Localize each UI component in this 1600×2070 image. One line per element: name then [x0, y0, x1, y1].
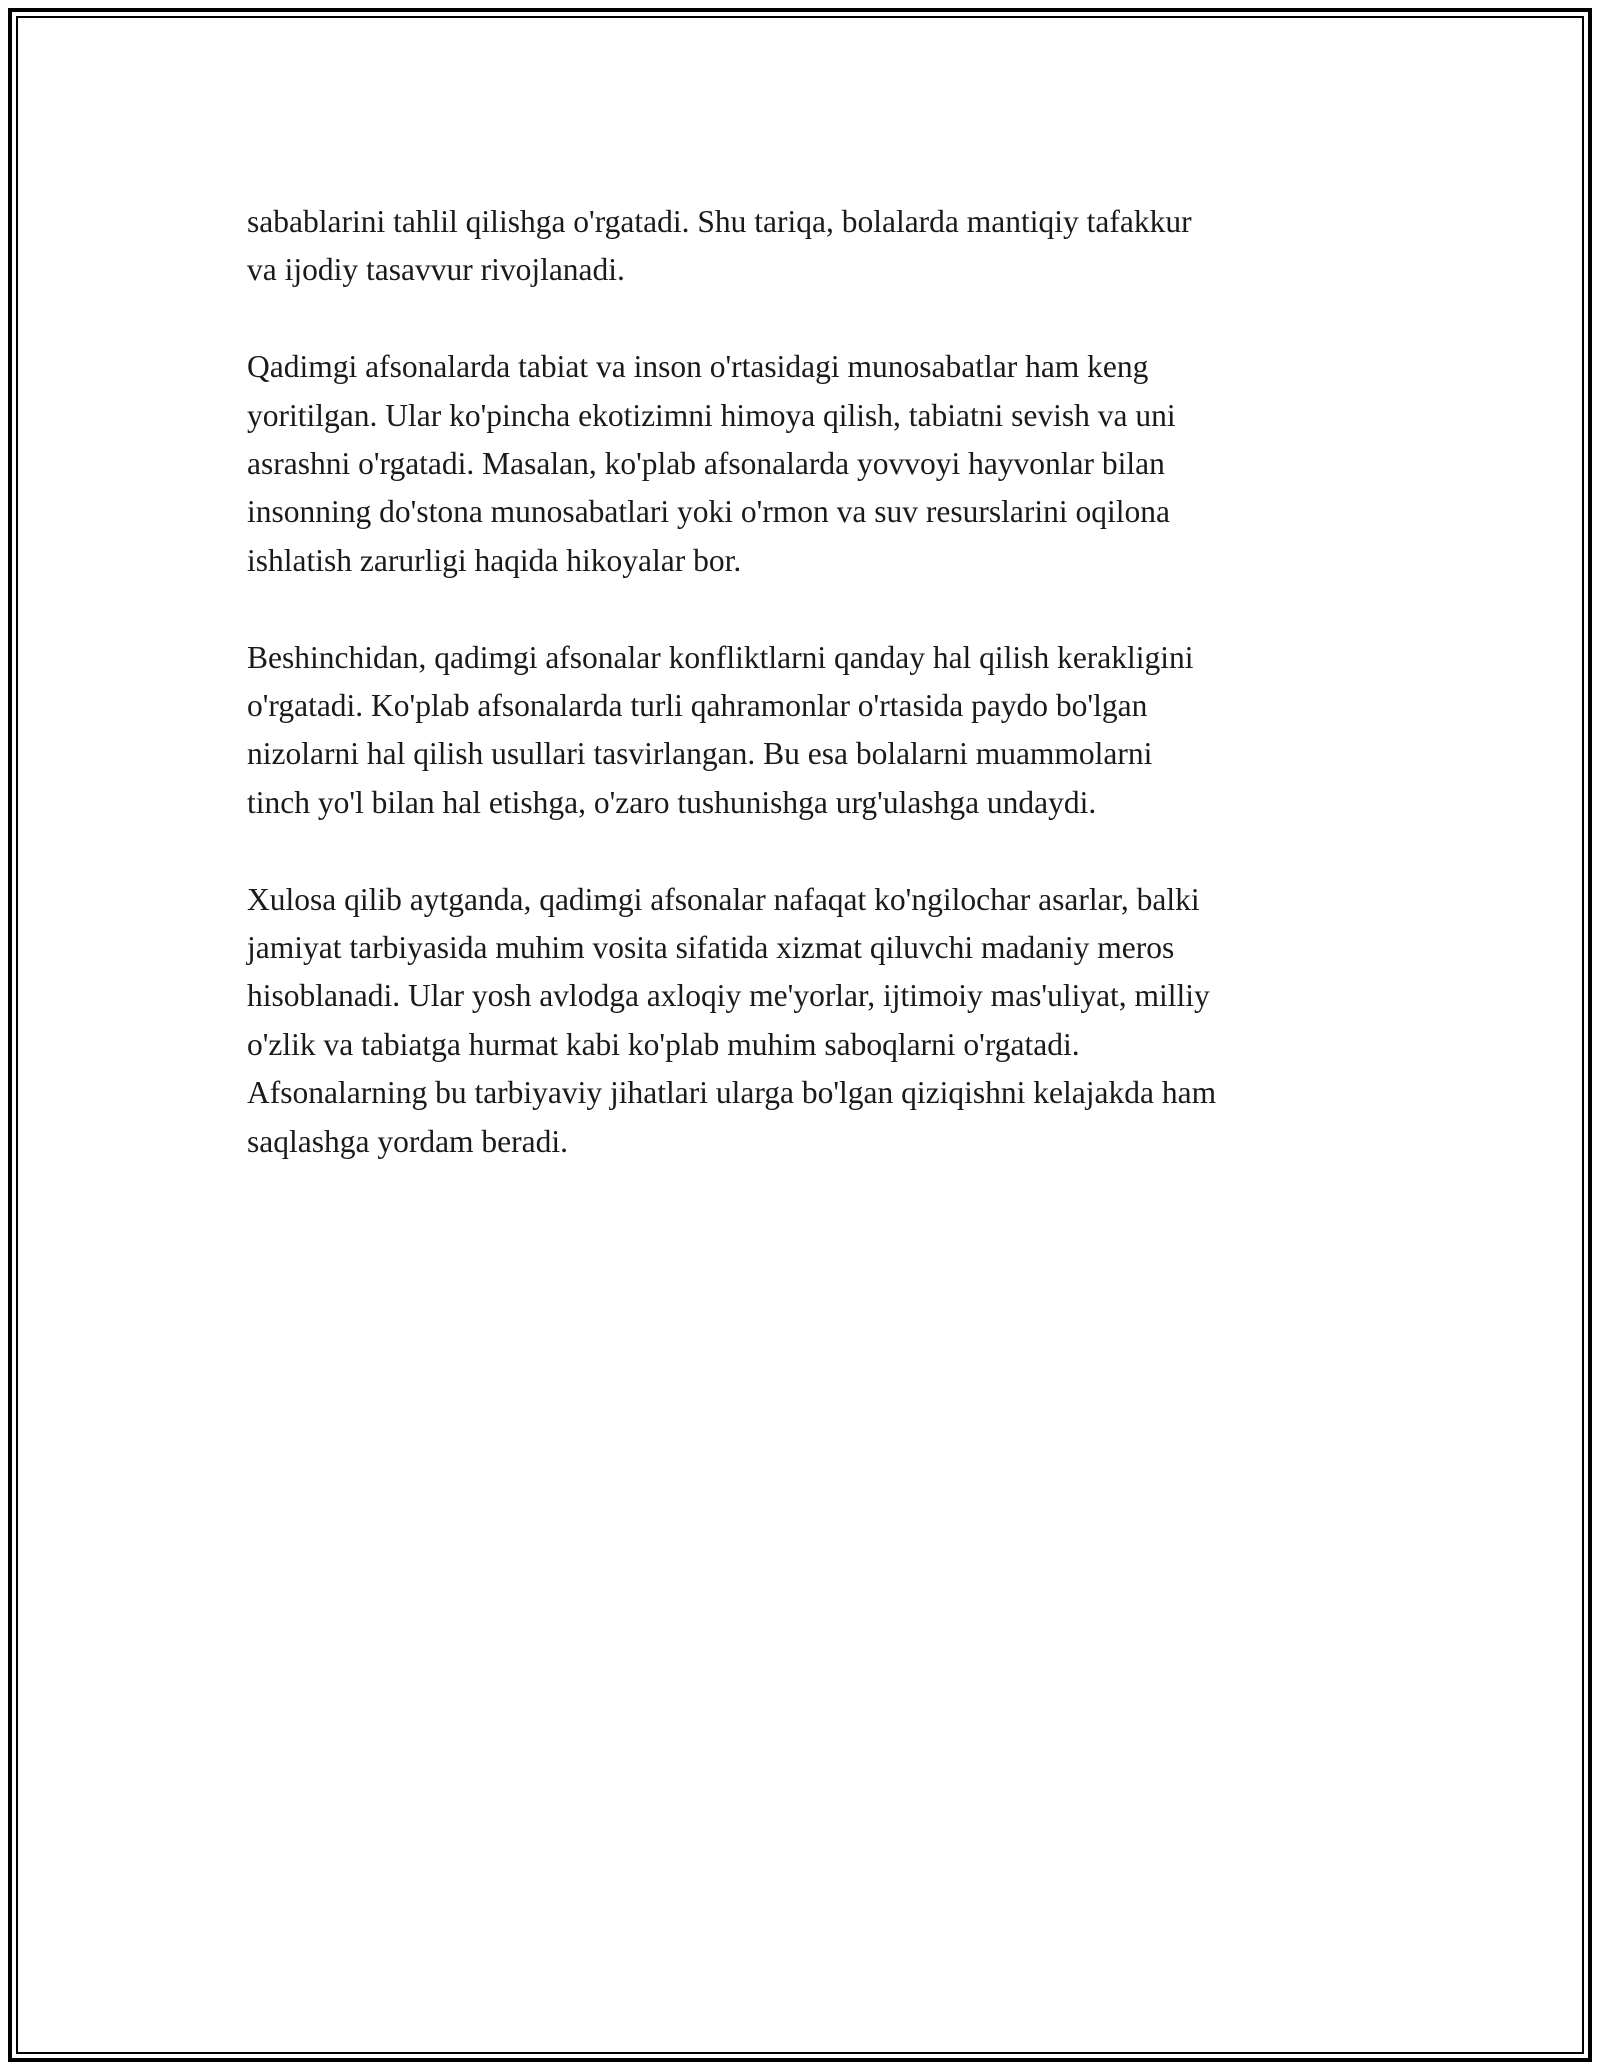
- paragraph-2: Qadimgi afsonalarda tabiat va inson o'rtasidagi munosabatlar ham keng yoritilgan. Ular ko'pincha ekotizimni himoya qilish, tabiatni sevish va uni asrashni o'rgatadi. Masalan, ko'plab afsonalarda yovvoyi hayvonlar bilan insonning do'stona munosabatlari yoki o'rmon va suv resurslarini oqilona ishlatish zarurligi haqida hikoyalar bor.: [247, 349, 1176, 578]
- page-border: [8, 8, 1592, 2062]
- document-body: [247, 198, 1387, 1214]
- paragraph-1: sabablarini tahlil qilishga o'rgatadi. Shu tariqa, bolalarda mantiqiy tafakkur va ijodiy tasavvur rivojlanadi.: [247, 204, 1192, 288]
- paragraph-4: Xulosa qilib aytganda, qadimgi afsonalar nafaqat ko'ngilochar asarlar, balki jamiyat tarbiyasida muhim vosita sifatida xizmat qiluvchi madaniy meros hisoblanadi. Ular yosh avlodga axloqiy me'yorlar, ijtimoiy mas'uliyat, milliy o'zlik va tabiatga hurmat kabi ko'plab muhim saboqlarni o'rgatadi. Afsonalarning bu tarbiyaviy jihatlari ularga bo'lgan qiziqishni kelajakda ham saqlashga yordam beradi.: [247, 881, 1217, 1159]
- paragraph-3: Beshinchidan, qadimgi afsonalar konfliktlarni qanday hal qilish kerakligini o'rgatadi. Ko'plab afsonalarda turli qahramonlar o'rtasida paydo bo'lgan nizolarni hal qilish usullari tasvirlangan. Bu esa bolalarni muammolarni tinch yo'l bilan hal etishga, o'zaro tushunishga urg'ulashga undaydi.: [247, 639, 1194, 820]
